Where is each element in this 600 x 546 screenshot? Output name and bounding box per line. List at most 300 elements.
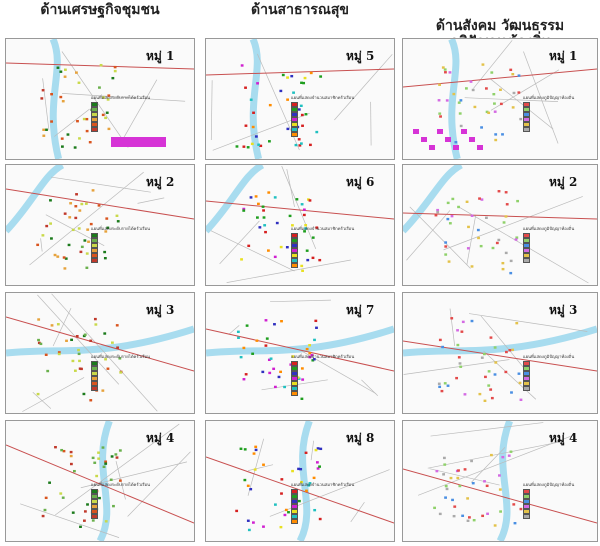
- household-marker: [512, 503, 515, 505]
- household-marker: [515, 322, 518, 324]
- household-marker: [462, 321, 465, 323]
- household-marker: [255, 339, 258, 341]
- household-marker: [315, 327, 318, 329]
- map-legend: [291, 481, 354, 524]
- household-marker: [111, 77, 114, 79]
- household-marker: [466, 497, 469, 499]
- household-marker: [80, 368, 83, 370]
- household-marker: [75, 193, 78, 195]
- legend-title: แผนที่แสดงภูมิปัญญาท้องถิ่น: [523, 482, 575, 487]
- household-marker: [284, 514, 287, 516]
- household-marker: [37, 393, 40, 395]
- legend-title: แผนที่แสดงจำนวนสมาชิกครัวเรือน: [291, 482, 355, 487]
- household-marker: [309, 144, 312, 146]
- household-marker: [79, 526, 82, 528]
- household-marker: [81, 246, 84, 248]
- road: [54, 109, 89, 136]
- household-marker: [439, 339, 442, 341]
- household-marker: [459, 362, 462, 364]
- household-marker: [114, 453, 117, 455]
- household-marker: [280, 246, 283, 248]
- household-marker: [471, 265, 474, 267]
- map-panel[interactable]: [5, 420, 195, 542]
- household-marker: [116, 324, 119, 326]
- household-marker: [114, 66, 117, 68]
- legend-title: แผนที่แสดงระดับรายได้ครัวเรือน: [91, 354, 151, 359]
- household-marker: [438, 112, 441, 114]
- household-marker: [61, 145, 64, 147]
- household-marker: [50, 120, 53, 122]
- legend-swatch: [523, 258, 530, 264]
- household-marker: [494, 111, 497, 113]
- village-label: หมู่ 5: [346, 49, 375, 63]
- household-marker: [65, 340, 68, 342]
- map-panel[interactable]: [205, 420, 395, 542]
- household-marker: [247, 485, 250, 487]
- household-marker: [262, 525, 265, 527]
- household-marker: [78, 137, 81, 139]
- household-marker: [58, 353, 61, 355]
- map-panel[interactable]: [205, 38, 395, 160]
- road: [220, 221, 260, 264]
- household-marker: [496, 242, 499, 244]
- household-marker: [481, 198, 484, 200]
- map-panel[interactable]: [402, 38, 598, 160]
- household-marker: [78, 82, 81, 84]
- household-marker: [512, 106, 515, 108]
- household-marker: [438, 84, 441, 86]
- household-marker: [265, 319, 268, 321]
- household-marker: [461, 515, 464, 517]
- road: [410, 207, 471, 269]
- household-marker: [74, 217, 77, 219]
- household-marker: [490, 454, 493, 456]
- map-legend: [91, 353, 150, 391]
- household-marker: [471, 320, 474, 322]
- household-marker: [286, 98, 289, 100]
- household-marker: [64, 212, 67, 214]
- household-marker: [483, 353, 486, 355]
- map-panel[interactable]: [5, 38, 195, 160]
- village-label: หมู่ 8: [346, 431, 375, 445]
- household-marker: [268, 140, 271, 142]
- road: [33, 392, 51, 408]
- household-marker: [245, 125, 248, 127]
- household-marker: [459, 99, 462, 101]
- household-marker: [441, 390, 444, 392]
- household-marker: [59, 96, 62, 98]
- household-marker: [73, 470, 76, 472]
- household-marker: [435, 214, 438, 216]
- legend-title: แผนที่แสดงระดับรายได้ครัวเรือน: [91, 482, 151, 487]
- household-marker: [262, 209, 265, 211]
- household-marker: [273, 323, 276, 325]
- household-marker: [447, 202, 450, 204]
- household-marker: [283, 386, 286, 388]
- household-marker: [458, 101, 461, 103]
- legend-swatch: [523, 127, 530, 133]
- household-marker: [98, 204, 101, 206]
- household-marker: [457, 206, 460, 208]
- household-marker: [449, 222, 452, 224]
- household-marker: [94, 323, 97, 325]
- household-marker: [252, 112, 255, 114]
- village-label: หมู่ 1: [549, 49, 578, 63]
- household-marker: [244, 448, 247, 450]
- household-marker: [83, 118, 86, 120]
- household-marker: [247, 245, 250, 247]
- household-marker: [98, 86, 101, 88]
- household-marker: [509, 69, 512, 71]
- household-marker: [485, 87, 488, 89]
- household-marker: [251, 143, 254, 145]
- map-panel[interactable]: [402, 292, 598, 414]
- household-marker: [274, 196, 277, 198]
- road: [287, 169, 295, 207]
- household-marker: [268, 372, 271, 374]
- household-marker: [250, 196, 253, 198]
- household-marker: [513, 92, 516, 94]
- household-marker: [447, 385, 450, 387]
- household-marker: [494, 361, 497, 363]
- legend-swatch: [291, 132, 298, 138]
- household-marker: [305, 452, 308, 454]
- household-marker: [276, 222, 279, 224]
- household-marker: [497, 239, 500, 241]
- household-marker: [299, 468, 302, 470]
- household-marker: [289, 215, 292, 217]
- household-marker: [45, 129, 48, 131]
- household-marker: [303, 209, 306, 211]
- household-marker: [265, 344, 268, 346]
- household-marker: [295, 144, 298, 146]
- household-marker: [470, 80, 473, 82]
- household-marker: [506, 203, 509, 205]
- household-marker: [70, 455, 73, 457]
- household-marker: [78, 227, 81, 229]
- household-marker: [237, 337, 240, 339]
- map-panel[interactable]: [205, 164, 395, 286]
- household-marker: [57, 323, 60, 325]
- household-marker: [51, 324, 54, 326]
- household-marker: [301, 203, 304, 205]
- legend-row: [523, 258, 574, 263]
- household-marker: [56, 255, 59, 257]
- household-marker: [494, 133, 497, 135]
- household-marker: [492, 93, 495, 95]
- building-block: [453, 145, 459, 150]
- household-marker: [70, 339, 73, 341]
- household-marker: [287, 511, 290, 513]
- legend-swatch: [291, 263, 298, 269]
- legend-swatch: [91, 386, 98, 392]
- household-marker: [104, 462, 107, 464]
- household-marker: [314, 320, 317, 322]
- household-marker: [450, 317, 453, 319]
- household-marker: [78, 353, 81, 355]
- household-marker: [505, 191, 508, 193]
- map-panel[interactable]: [402, 420, 598, 542]
- building-block: [461, 129, 467, 134]
- household-marker: [249, 488, 252, 490]
- household-marker: [286, 246, 289, 248]
- household-marker: [70, 463, 73, 465]
- household-marker: [316, 461, 319, 463]
- household-marker: [237, 331, 240, 333]
- household-marker: [500, 103, 503, 105]
- household-marker: [505, 252, 508, 254]
- river: [6, 329, 194, 353]
- household-marker: [57, 67, 60, 69]
- household-marker: [494, 346, 497, 348]
- household-marker: [280, 478, 283, 480]
- household-marker: [505, 215, 508, 217]
- household-marker: [459, 112, 462, 114]
- household-marker: [45, 497, 48, 499]
- household-marker: [481, 515, 484, 517]
- household-marker: [64, 69, 67, 71]
- household-marker: [510, 391, 513, 393]
- household-marker: [441, 346, 444, 348]
- household-marker: [267, 249, 270, 251]
- household-marker: [456, 329, 459, 331]
- household-marker: [85, 203, 88, 205]
- household-marker: [473, 519, 476, 521]
- household-marker: [84, 334, 87, 336]
- household-marker: [457, 469, 460, 471]
- household-marker: [518, 372, 521, 374]
- household-marker: [453, 505, 456, 507]
- household-marker: [487, 112, 490, 114]
- map-legend: [291, 225, 354, 268]
- household-marker: [46, 370, 49, 372]
- household-marker: [68, 216, 71, 218]
- household-marker: [498, 190, 501, 192]
- highway: [403, 213, 597, 219]
- highway: [403, 69, 597, 87]
- household-marker: [256, 216, 259, 218]
- household-marker: [263, 224, 266, 226]
- household-marker: [278, 376, 281, 378]
- household-marker: [478, 393, 481, 395]
- household-marker: [76, 120, 79, 122]
- household-marker: [310, 72, 313, 74]
- household-marker: [518, 74, 521, 76]
- household-marker: [480, 245, 483, 247]
- map-legend: [291, 353, 354, 396]
- legend-title: แผนที่แสดงภูมิปัญญาท้องถิ่น: [523, 226, 575, 231]
- household-marker: [258, 226, 261, 228]
- household-marker: [488, 370, 491, 372]
- map-panel[interactable]: [205, 292, 395, 414]
- household-marker: [248, 529, 251, 531]
- household-marker: [263, 216, 266, 218]
- household-marker: [439, 513, 442, 515]
- legend-swatch: [523, 386, 530, 392]
- household-marker: [67, 133, 70, 135]
- household-marker: [247, 520, 250, 522]
- household-marker: [485, 217, 488, 219]
- household-marker: [285, 509, 288, 511]
- household-marker: [119, 449, 122, 451]
- household-marker: [116, 456, 119, 458]
- household-marker: [520, 399, 523, 401]
- legend-swatch: [91, 127, 98, 133]
- legend-title: แผนที่แสดงระดับรายได้ครัวเรือน: [91, 226, 151, 231]
- household-marker: [438, 386, 441, 388]
- household-marker: [451, 499, 454, 501]
- road: [248, 465, 273, 471]
- household-marker: [78, 360, 81, 362]
- household-marker: [490, 336, 493, 338]
- household-marker: [494, 373, 497, 375]
- legend-title: แผนที่แสดงระดับรายได้ครัวเรือน: [91, 95, 151, 100]
- household-marker: [286, 76, 289, 78]
- household-marker: [255, 135, 258, 137]
- legend-row: [291, 391, 354, 396]
- household-marker: [516, 200, 519, 202]
- household-marker: [510, 260, 513, 262]
- household-marker: [250, 99, 253, 101]
- road: [311, 441, 314, 460]
- household-marker: [286, 128, 289, 130]
- legend-swatch: [523, 514, 530, 520]
- household-marker: [514, 522, 517, 524]
- map-legend: [91, 94, 150, 132]
- household-marker: [448, 260, 451, 262]
- household-marker: [472, 89, 475, 91]
- household-marker: [501, 133, 504, 135]
- household-marker: [455, 377, 458, 379]
- household-marker: [274, 256, 277, 258]
- road: [43, 78, 49, 130]
- household-marker: [80, 203, 83, 205]
- household-marker: [105, 217, 108, 219]
- legend-row: [523, 127, 574, 132]
- map-legend: [523, 225, 574, 263]
- river: [500, 421, 510, 541]
- household-marker: [103, 466, 106, 468]
- household-marker: [244, 87, 247, 89]
- road: [211, 80, 212, 140]
- household-marker: [254, 468, 257, 470]
- household-marker: [449, 71, 452, 73]
- household-marker: [439, 115, 442, 117]
- household-marker: [49, 222, 52, 224]
- household-marker: [60, 449, 63, 451]
- household-marker: [39, 343, 42, 345]
- household-marker: [318, 465, 321, 467]
- map-panel[interactable]: [5, 164, 195, 286]
- household-marker: [251, 353, 254, 355]
- household-marker: [484, 376, 487, 378]
- household-marker: [246, 324, 249, 326]
- household-marker: [444, 382, 447, 384]
- household-marker: [291, 470, 294, 472]
- building-block: [477, 145, 483, 150]
- household-marker: [467, 226, 470, 228]
- legend-row: [523, 386, 574, 391]
- road: [430, 469, 500, 485]
- household-marker: [86, 252, 89, 254]
- river: [6, 165, 62, 231]
- household-marker: [94, 318, 97, 320]
- household-marker: [100, 64, 103, 66]
- household-marker: [444, 241, 447, 243]
- household-marker: [49, 199, 52, 201]
- household-marker: [454, 141, 457, 143]
- legend-swatch: [91, 514, 98, 520]
- household-marker: [466, 201, 469, 203]
- household-marker: [499, 510, 502, 512]
- road: [211, 231, 295, 271]
- household-marker: [72, 511, 75, 513]
- road: [51, 177, 151, 192]
- household-marker: [319, 75, 322, 77]
- household-marker: [280, 526, 283, 528]
- household-marker: [242, 347, 245, 349]
- road: [450, 309, 455, 346]
- household-marker: [89, 141, 92, 143]
- village-label: หมู่ 4: [549, 431, 578, 445]
- household-marker: [456, 344, 459, 346]
- household-marker: [45, 354, 48, 356]
- household-marker: [72, 360, 75, 362]
- household-marker: [446, 218, 449, 220]
- household-marker: [54, 446, 57, 448]
- map-panel[interactable]: [402, 164, 598, 286]
- legend-title: แผนที่แสดงภูมิปัญญาท้องถิ่น: [523, 95, 575, 100]
- household-marker: [295, 198, 298, 200]
- household-marker: [78, 209, 81, 211]
- household-marker: [68, 244, 71, 246]
- household-marker: [255, 195, 258, 197]
- building-block: [445, 137, 451, 142]
- household-marker: [438, 99, 441, 101]
- household-marker: [300, 142, 303, 144]
- household-marker: [492, 247, 495, 249]
- household-marker: [42, 135, 45, 137]
- household-marker: [436, 211, 439, 213]
- village-label: หมู่ 6: [346, 175, 375, 189]
- household-marker: [451, 215, 454, 217]
- household-marker: [97, 457, 100, 459]
- river: [206, 165, 262, 231]
- household-marker: [93, 462, 96, 464]
- household-marker: [491, 397, 494, 399]
- household-marker: [105, 520, 108, 522]
- household-marker: [473, 106, 476, 108]
- household-marker: [257, 144, 260, 146]
- household-marker: [267, 191, 270, 193]
- household-marker: [247, 146, 250, 148]
- highway: [206, 201, 394, 219]
- map-panel[interactable]: [5, 292, 195, 414]
- household-marker: [442, 473, 445, 475]
- household-marker: [116, 346, 119, 348]
- household-marker: [87, 241, 90, 243]
- village-label: หมู่ 2: [549, 175, 578, 189]
- household-marker: [461, 330, 464, 332]
- household-marker: [509, 272, 512, 274]
- household-marker: [269, 104, 272, 106]
- household-marker: [252, 521, 255, 523]
- household-marker: [70, 451, 73, 453]
- road: [138, 198, 165, 204]
- road: [41, 238, 43, 251]
- household-marker: [42, 234, 45, 236]
- household-marker: [61, 137, 64, 139]
